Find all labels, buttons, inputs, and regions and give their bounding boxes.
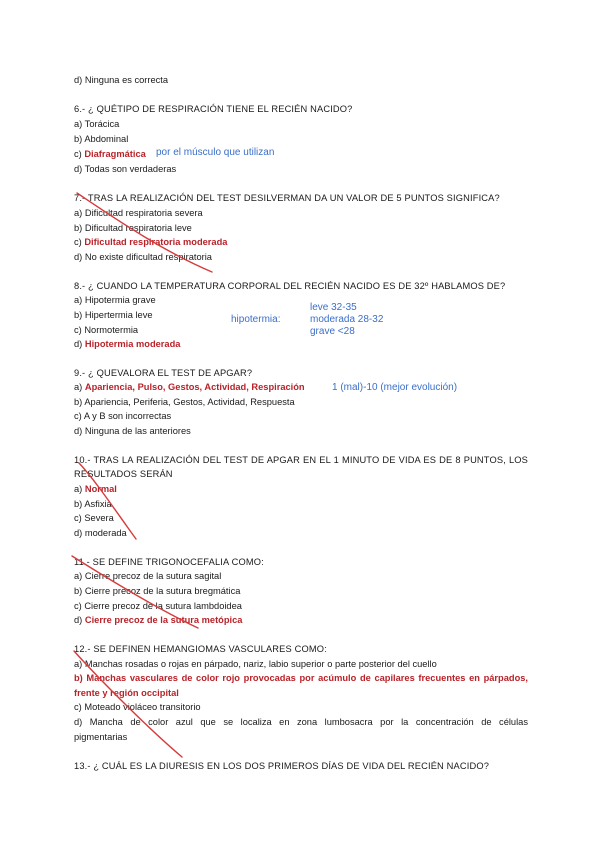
question-6-title: 6.- ¿ QUÉTIPO DE RESPIRACIÓN TIENE EL RECIÉN NACIDO? xyxy=(74,104,353,114)
question-8-title: 8.- ¿ CUANDO LA TEMPERATURA CORPORAL DEL RECIÉN NACIDO ES DE 32º HABLAMOS DE? xyxy=(74,281,506,291)
q7-option-c-prefix: c) xyxy=(74,237,85,247)
q8-note-line-2: moderada 28-32 xyxy=(310,314,384,325)
q9-option-a-prefix: a) xyxy=(74,382,85,392)
q11-option-d-prefix: d) xyxy=(74,615,85,625)
q8-option-d xyxy=(74,338,528,350)
q8-option-a: a) Hipotermia grave xyxy=(74,295,156,305)
q6-handwritten-note: por el músculo que utilizan xyxy=(156,147,275,158)
q10-option-c: c) Severa xyxy=(74,513,114,523)
question-13-title: 13.- ¿ CUÁL ES LA DIURESIS EN LOS DOS PRIMEROS DÍAS DE VIDA DEL RECIÉN NACIDO? xyxy=(74,761,490,771)
q8-option-d-prefix: d) xyxy=(74,339,85,349)
q8-correct-answer: Hipotermia moderada xyxy=(84,339,181,349)
q6-option-d: d) Todas son verdaderas xyxy=(74,164,177,174)
q10-option-a-prefix: a) xyxy=(74,484,85,494)
q10-correct-answer: Normal xyxy=(84,484,117,494)
question-12-title: 12.- SE DEFINEN HEMANGIOMAS VASCULARES COMO: xyxy=(74,644,327,654)
q11-option-c: c) Cierre precoz de la sutura lambdoidea xyxy=(74,601,242,611)
q6-option-b: b) Abdominal xyxy=(74,134,129,144)
q8-option-c: c) Normotermia xyxy=(74,325,139,335)
question-10-title-line-1: 10.- TRAS LA REALIZACIÓN DEL TEST DE APGAR EN EL 1 MINUTO DE VIDA ES DE 8 PUNTOS, LOS xyxy=(74,455,528,465)
q11-correct-answer: Cierre precoz de la sutura metópica xyxy=(84,615,243,625)
q8-option-b: b) Hipertermia leve xyxy=(74,310,153,320)
q12-option-d-line-2: pigmentarias xyxy=(74,732,128,742)
q11-option-b: b) Cierre precoz de la sutura bregmática xyxy=(74,586,241,596)
q11-option-a: a) Cierre precoz de la sutura sagital xyxy=(74,571,222,581)
q7-option-b: b) Dificultad respiratoria leve xyxy=(74,223,192,233)
q12-option-a: a) Manchas rosadas o rojas en párpado, nariz, labio superior o parte posterior del cuello xyxy=(74,659,437,669)
question-10-title-line-2: RESULTADOS SERÁN xyxy=(74,469,173,479)
q8-note-line-1: leve 32-35 xyxy=(310,302,357,313)
q8-note-label: hipotermia: xyxy=(231,314,281,325)
q6-correct-answer: Diafragmática xyxy=(84,149,146,159)
q7-option-c xyxy=(74,236,528,248)
q10-option-b: b) Asfixia xyxy=(74,499,112,509)
q9-option-c: c) A y B son incorrectas xyxy=(74,411,172,421)
q9-handwritten-note: 1 (mal)-10 (mejor evolución) xyxy=(332,382,458,393)
q6-option-a: a) Torácica xyxy=(74,119,120,129)
q10-option-d: d) moderada xyxy=(74,528,127,538)
q11-option-d xyxy=(74,614,528,626)
q7-correct-answer: Dificultad respiratoria moderada xyxy=(84,237,228,247)
q9-option-a xyxy=(74,381,528,393)
q7-option-d: d) No existe dificultad respiratoria xyxy=(74,252,212,262)
q12-option-d-line-1: d) Mancha de color azul que se localiza en zona lumbosacra por la concentración de células xyxy=(74,717,528,727)
q9-correct-answer: Apariencia, Pulso, Gestos, Actividad, Respiración xyxy=(84,382,305,392)
q9-option-d: d) Ninguna de las anteriores xyxy=(74,426,191,436)
question-11-title: 11.- SE DEFINE TRIGONOCEFALIA COMO: xyxy=(74,557,264,567)
q6-option-c-prefix: c) xyxy=(74,149,85,159)
q8-note-line-3: grave <28 xyxy=(310,326,355,337)
q12-correct-answer-line-1: b) Manchas vasculares de color rojo provocadas por acúmulo de capilares frecuentes en párpados, xyxy=(74,673,528,683)
q12-option-c: c) Moteado violáceo transitorio xyxy=(74,702,201,712)
question-7-title: 7.- TRAS LA REALIZACIÓN DEL TEST DESILVERMAN DA UN VALOR DE 5 PUNTOS SIGNIFICA? xyxy=(74,193,500,203)
question-9-title: 9.- ¿ QUEVALORA EL TEST DE APGAR? xyxy=(74,368,253,378)
q6-option-c xyxy=(74,148,528,160)
q7-option-a: a) Dificultad respiratoria severa xyxy=(74,208,203,218)
q10-option-a xyxy=(74,483,528,495)
option-d-previous: d) Ninguna es correcta xyxy=(74,75,169,85)
q12-correct-answer-line-2: frente y región occipital xyxy=(74,688,179,698)
q9-option-b: b) Apariencia, Periferia, Gestos, Actividad, Respuesta xyxy=(74,397,295,407)
